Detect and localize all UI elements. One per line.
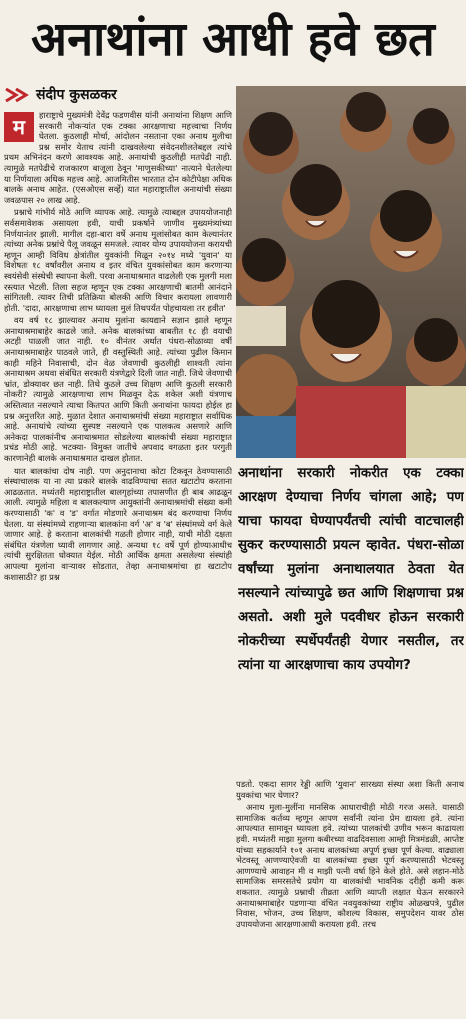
paragraph-6: अनाथ मुला-मुलींना मानसिक आधाराचीही मोठी गरज असते. यासाठी सामाजिक कर्तव्य म्हणून आपण सर्वांनी त्यांना प्रेम द्यायला हवे. त्यांना आपल्यात सामावून घ्यायला हवे. त्यांच्या पालकांची उणीव भरून काढायला हवी. मध्यंतरी माझा मुलगा कबीरच्या वाढदिवसाला आम्ही मित्रमंडळी, आप्तेष्ट यांच्या सहकार्याने १०१ अनाथ बालकांच्या अपूर्ण इच्छा पूर्ण केल्या. वाढ्याला भेटवस्तू आणण्याऐवजी या बालकांच्या इच्छा पूर्ण करण्यासाठी भेटवस्तू आणण्याचे आवाहन मी व माझी पत्नी वर्षा हिने केले होते. असे लहान-मोठे सामाजिक समरसतेचे प्रयोग या बालकांची भावनिक दरीही कमी करू शकतात. त्यामुळे प्रश्नाची तीव्रता आणि व्याप्ती लक्षात घेऊन सरकारने अनाथाश्रमाबाहेर पडणाऱ्या वंचित नवयुवकांच्या राष्ट्रीय ओळखपत्रे, पुढील निवास, भोजन, उच्च शिक्षण, कौशल्य विकास, समुपदेशन यावर ठोस उपाययोजना आरक्षणाआधी करायला हवी. तरच [236, 802, 464, 929]
pull-quote: अनाथांना सरकारी नोकरीत एक टक्का आरक्षण देण्याचा निर्णय चांगला आहे; पण याचा फायदा घेण्यापर्यंतची त्यांची वाटचालही सुकर करण्यासाठी प्रयत्न व्हावेत. पंधरा-सोळा वर्षांच्या मुलांना अनाथालयात ठेवता येत नसल्याने त्यांच्यापुढे छत आणि शिक्षणाचा प्रश्न असतो. अशी मुले पदवीधर होऊन सरकारी नोकरीच्या स्पर्धेपर्यंतही येणार नसतील, तर त्यांना या आरक्षणाचा काय उपयोग? [238, 466, 464, 673]
article-column-left [4, 110, 232, 1015]
dropcap: म [4, 112, 34, 142]
headline: अनाथांना आधी हवे छत [31, 12, 435, 67]
paragraph-1 [4, 110, 232, 205]
byline-arrow-icon [4, 88, 30, 102]
children-photo [236, 86, 466, 458]
paragraph-1-text: हाराष्ट्राचे मुख्यमंत्री देवेंद्र फडणवीस यांनी अनाथांना शिक्षण आणि सरकारी नोकऱ्यांत एक टक्का आरक्षणाचा महत्त्वाचा निर्णय घेतला. कुठलाही मोर्चा, आंदोलन नसताना एका अनाथ मुलीचा प्रश्न समोर येताच त्यांनी दाखवलेल्या संवेदनशीलतेबद्दल त्यांचे प्रथम अभिनंदन करणे आवश्यक आहे. अनाथांची कुठलीही मतपेढी नाही. त्यामुळे मतपेढीचे राजकारण बाजूला ठेवून 'माणुसकीच्या' नात्याने घेतलेल्या या निर्णयाला अधिक महत्त्व आहे. आजमितीस भारतात दोन कोटीपेक्षा अधिक बालके अनाथ आहेत. (एसओएस सर्व्हे) यात महाराष्ट्रातील अनाथांची संख्या जवळपास २० लाख आहे. [4, 110, 232, 205]
children-photo-illustration [236, 86, 466, 458]
paragraph-3: वय वर्ष १८ झाल्यावर अनाथ मुलांना कायद्याने सज्ञान झाले म्हणून अनाथाश्रमाबाहेर काढले जाते. अनेक बालकांच्या बाबतीत १८ ही वयाची अटही पाळली जात नाही. १० वीनंतर अर्थात पंधरा-सोळाव्या वर्षी अनाथाश्रमाबाहेर पाठवले जाते, ही वस्तुस्थिती आहे. त्यांच्या पुढील किमान काही महिने निवासाची, दोन वेळ जेवणाची कुठलीही शाश्वती त्यांना अनाथाश्रम अथवा संबंधित सरकारी यंत्रणेद्वारे दिली जात नाही. जिथे जेवणाची भ्रांत, डोक्यावर छत नाही. तिथे कुठले उच्च शिक्षण आणि कुठली सरकारी नोकरी? त्यामुळे आरक्षणाचा लाभ मिळवून देऊ शकेल अशी यंत्रणाच अस्तित्वात नसल्याने त्याचा कितपत आणि किती अनाथांना फायदा होईल हा प्रश्न अनुत्तरित आहे. मुळात देशात अनाथाश्रमांची संख्या महाराष्ट्रात सर्वाधिक आहे. अनाथांचे त्यांच्या सुस्पष्ट नसल्याने एक पालकत्व असणारे आणि अनेकदा पालकांनीच अनाथाश्रमात सोडलेल्या बालकांची संख्या महाराष्ट्रात प्रचंड मोठी आहे. भटक्या- विमुक्त जातीचे अपवाद वगळता इतर परगुती कारणानेही बालके अनाथाश्रमात दाखल होतात. [4, 315, 232, 463]
paragraph-4: यात बालकांचा दोष नाही. पण अनुदानाचा कोटा टिकवून ठेवण्यासाठी संस्थाचालक या ना त्या प्रकारे बालके वाढविण्याचा सतत खटाटोप करताना आढळतात. मध्यंतरी महाराष्ट्रातील बालगृहांच्या तपासणीत ही बाब आढळून आली. त्यामुळे महिला व बालकल्याण आयुक्तांनी अनाथाश्रमांची संख्या कमी करण्यासाठी 'क' व 'ड' वर्गात मोडणारे अनाथाश्रम बंद करण्याचा निर्णय घेतला. या संस्थांमध्ये राहणाऱ्या बालकांना वर्ग 'अ' व 'ब' संस्थांमध्ये वर्ग केले जाणार आहे. हे करताना बालकांची गळती होणार नाही, याची मोठी दक्षता संबंधित यंत्रणेला घ्यावी लागणार आहे. अन्यथा १८ वर्षे पूर्ण होण्याआधीच त्यांची सुरक्षितता धोक्यात येईल. मोठी आर्थिक क्षमता असलेल्या संस्थांही आपल्या मुलांना वाऱ्यावर सोडतात, तेव्हा अनाथाश्रमांचा हा खटाटोप कशासाठी? हा प्रश्न [4, 465, 232, 582]
byline-author: संदीप कुसळकर [36, 87, 117, 103]
paragraph-2: प्रश्नाचे गांभीर्य मोठे आणि व्यापक आहे. त्यामुळे त्याबद्दल उपाययोजनाही सर्वसमावेशक असायला हवी, याची प्रकर्षाने जाणीव मुख्यमंत्र्यांच्या निर्णयानंतर झाली. मागील दहा-बारा वर्षे अनाथ मुलांसोबत काम केल्यानंतर त्यांच्या अनेक प्रश्नांचे पैलू जवळून समजले. त्यावर योग्य उपाययोजना करायची म्हणून आम्ही विविध क्षेत्रांतील युवकांनी मिळून २०१४ मध्ये 'युवान' या विशेषतः १८ वर्षांवरील अनाथ व इतर वंचित युवकांसोबत काम करणाऱ्या स्वयंसेवी संस्थेची स्थापना केली. परवा अनाथाश्रमात वाढलेली एक मुलगी मला रस्त्यात भेटली. तिला सहज म्हणून एक टक्का आरक्षणाची बातमी आनंदाने सांगितली. त्यावर तिची प्रतिक्रिया बोलकी आणि विचार करायला लावणारी होती. 'दादा, आरक्षणाचा लाभ घ्यायला मुलं तिथपर्यंत पोहचायला तर हवीत' [4, 207, 232, 313]
byline-row [0, 84, 236, 108]
paragraph-5: पडतो. एकदा सागर रेड्डी आणि 'युवान' सारख्या संस्था अशा किती अनाथ युवकांचा भार घेणार? [236, 779, 464, 800]
article-column-right [236, 779, 464, 1015]
